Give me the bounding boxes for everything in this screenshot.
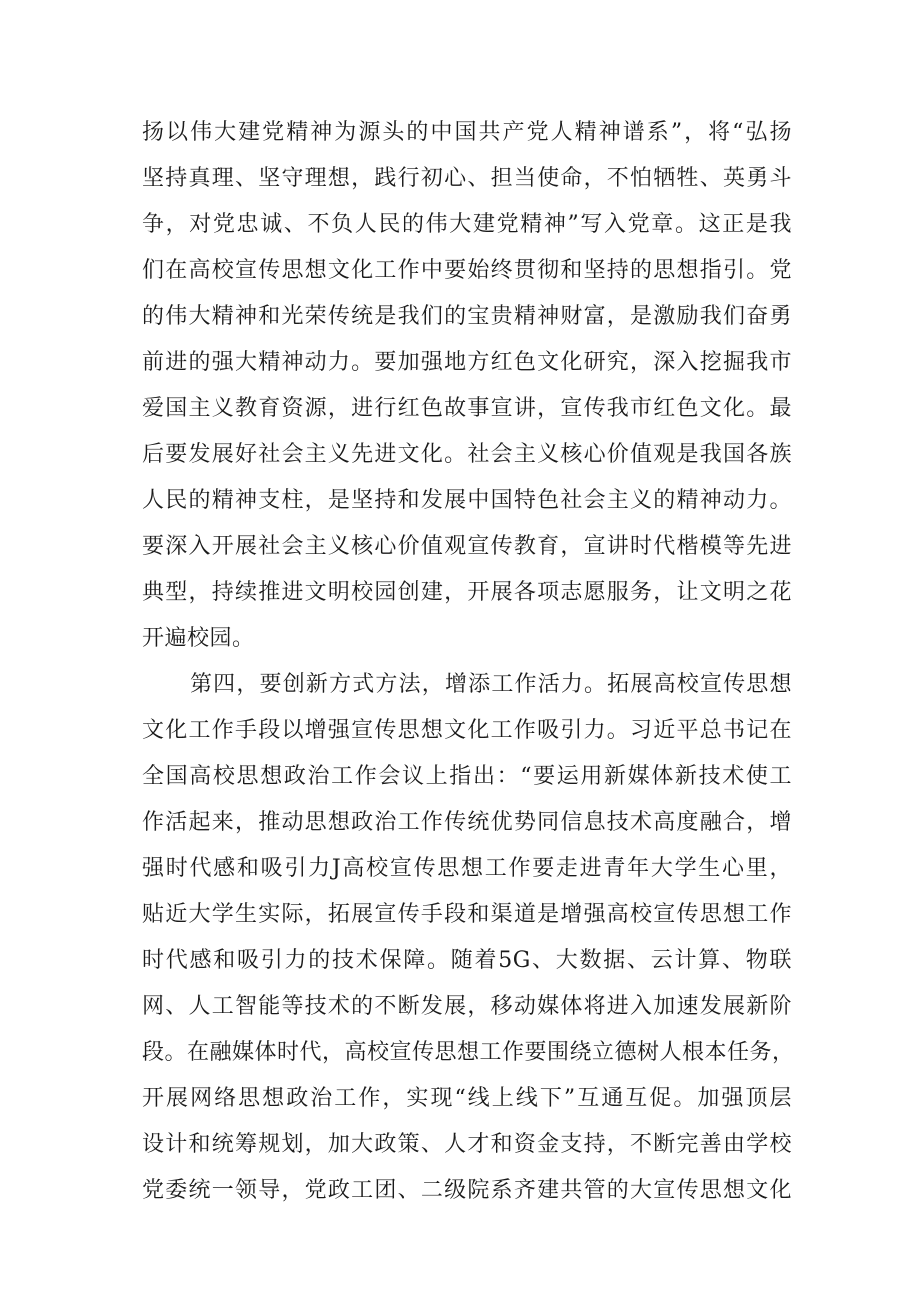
text-line: 典型，持续推进文明校园创建，开展各项志愿服务，让文明之花 <box>142 580 792 605</box>
text-line: 作活起来，推动思想政治工作传统优势同信息技术高度融合，增 <box>142 810 792 835</box>
text-line: 们在高校宣传思想文化工作中要始终贯彻和坚持的思想指引。党 <box>142 258 792 283</box>
text-line: 坚持真理、坚守理想，践行初心、担当使命，不怕牺牲、英勇斗 <box>142 166 792 191</box>
text-line: 争，对党忠诚、不负人民的伟大建党精神”写入党章。这正是我 <box>142 212 792 237</box>
text-line: 开展网络思想政治工作，实现“线上线下”互通互促。加强顶层 <box>142 1086 792 1111</box>
text-line: 贴近大学生实际，拓展宣传手段和渠道是增强高校宣传思想工作 <box>142 902 792 927</box>
body-text <box>142 110 795 1214</box>
paragraph-start-line: 第四，要创新方式方法，增添工作活力。拓展高校宣传思想 <box>190 672 792 697</box>
text-line: 党委统一领导，党政工团、二级院系齐建共管的大宣传思想文化 <box>142 1178 792 1203</box>
text-line: 的伟大精神和光荣传统是我们的宝贵精神财富，是激励我们奋勇 <box>142 304 792 329</box>
paragraph-end-line: 开遍校园。 <box>142 626 255 651</box>
text-line: 爱国主义教育资源，进行红色故事宣讲，宣传我市红色文化。最 <box>142 396 792 421</box>
text-line: 网、人工智能等技术的不断发展，移动媒体将进入加速发展新阶 <box>142 994 792 1019</box>
text-line: 段。在融媒体时代，高校宣传思想工作要围绕立德树人根本任务， <box>142 1040 795 1065</box>
text-line: 强时代感和吸引力J高校宣传思想工作要走进青年大学生心里， <box>142 856 792 881</box>
text-line: 人民的精神支柱，是坚持和发展中国特色社会主义的精神动力。 <box>142 488 792 513</box>
text-line: 前进的强大精神动力。要加强地方红色文化研究，深入挖掘我市 <box>142 350 792 375</box>
text-line: 要深入开展社会主义核心价值观宣传教育，宣讲时代楷模等先进 <box>142 534 792 559</box>
text-line: 设计和统筹规划，加大政策、人才和资金支持，不断完善由学校 <box>142 1132 792 1157</box>
text-line: 后要发展好社会主义先进文化。社会主义核心价值观是我国各族 <box>142 442 792 467</box>
text-line: 时代感和吸引力的技术保障。随着5G、大数据、云计算、物联 <box>142 948 792 973</box>
text-line: 文化工作手段以增强宣传思想文化工作吸引力。习近平总书记在 <box>142 718 792 743</box>
text-line: 全国高校思想政治工作会议上指出：“要运用新媒体新技术使工 <box>142 764 792 789</box>
text-line: 扬以伟大建党精神为源头的中国共产党人精神谱系”，将“弘扬 <box>142 120 792 145</box>
